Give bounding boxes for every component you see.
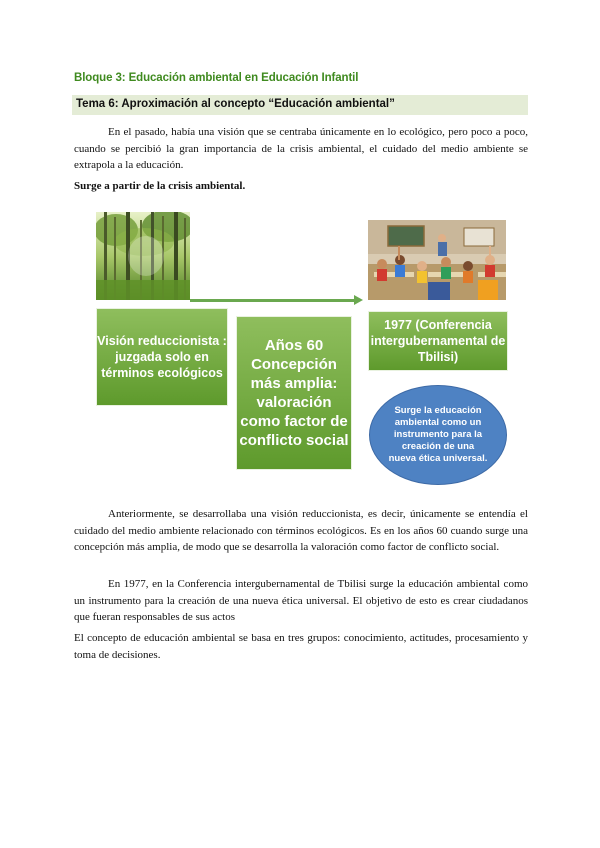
paragraph-reductionist: Anteriormente, se desarrollaba una visión reduccionista, es decir, únicamente se entendía el cuidado del medio ambiente relacionado con términos ecológicos. Es en los años 60 cuando surge una concepción más amplia, de modo que se desarrolla la valoración como factor de conflicto social. (74, 508, 528, 553)
forest-image (96, 212, 190, 300)
diagram-ellipse-environmental-education (369, 385, 507, 485)
box-3-text: 1977 (Conferencia intergubernamental de Tbilisi) (370, 318, 506, 364)
paragraph-tbilisi: En 1977, en la Conferencia intergubernamental de Tbilisi surge la educación ambiental como un instrumento para la creación de una nueva ética universal. El objetivo de esto es crear ciudadanos que fueran responsables de sus actos (74, 578, 528, 623)
block-title: Bloque 3: Educación ambiental en Educación Infantil (74, 72, 359, 84)
subheading: Surge a partir de la crisis ambiental. (74, 180, 246, 192)
diagram-box-tbilisi-1977 (368, 311, 508, 371)
diagram-box-years-60 (236, 316, 352, 470)
diagram-box-reductionist-vision (96, 308, 228, 406)
intro-paragraph: En el pasado, había una visión que se centraba únicamente en lo ecológico, pero poco a poco, cuando se percibió la gran importancia de la crisis ambiental, el cuidado del medio ambiente se extrapola a la educación. (74, 126, 528, 171)
ellipse-text: Surge la educación ambiental como un instrumento para la creación de una nueva ética universal. (388, 405, 488, 464)
box-1-text: Visión reduccionista : juzgada solo en términos ecológicos (97, 334, 227, 380)
box-2-text: Años 60 Concepción más amplia: valoración como factor de conflicto social (239, 337, 349, 449)
classroom-image (368, 220, 506, 300)
paragraph-groups: El concepto de educación ambiental se basa en tres grupos: conocimiento, actitudes, procesamiento y toma de decisiones. (74, 632, 528, 661)
timeline-arrow-line (190, 299, 356, 302)
topic-title: Tema 6: Aproximación al concepto “Educación ambiental” (76, 98, 395, 110)
arrow-right-icon (354, 295, 363, 305)
